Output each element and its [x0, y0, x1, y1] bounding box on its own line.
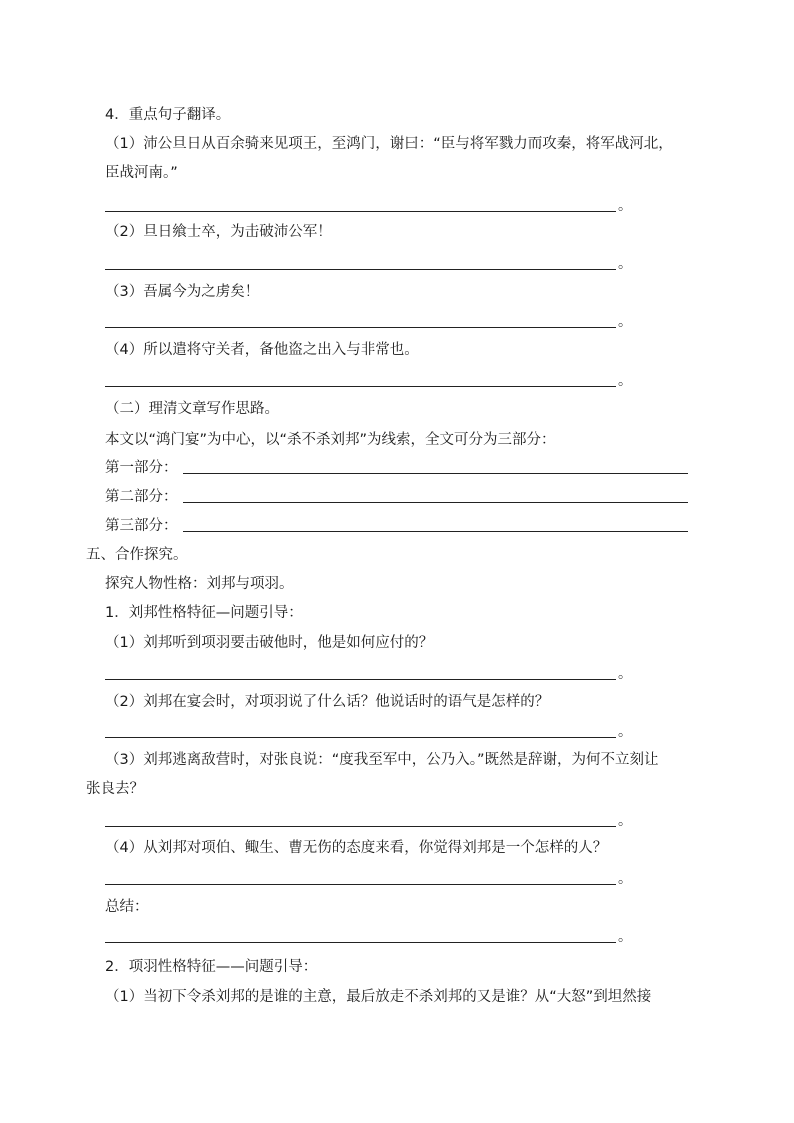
- question-3-text: （3）吾属今为之虏矣！: [105, 284, 260, 300]
- period-mark: 。: [618, 871, 632, 887]
- part-1-field[interactable]: [105, 458, 690, 478]
- answer-line-lq2[interactable]: [105, 722, 635, 742]
- part-2-field[interactable]: [105, 487, 690, 507]
- answer-line-q1[interactable]: [105, 196, 635, 216]
- period-mark: 。: [618, 724, 632, 740]
- answer-line-q2[interactable]: [105, 254, 635, 274]
- section-structure-title: （二）理清文章写作思路。: [105, 401, 279, 417]
- question-1-text-line1: （1）沛公旦日从百余骑来见项王，至鸿门，谢曰：“臣与将军戮力而攻秦，将军战河北，: [105, 136, 673, 152]
- part-2-label: 第二部分：: [105, 489, 178, 505]
- answer-line-q4[interactable]: [105, 371, 635, 391]
- answer-line-lq1[interactable]: [105, 664, 635, 684]
- liubang-question-1: （1）刘邦听到项羽要击破他时，他是如何应付的？: [105, 635, 434, 651]
- answer-line-summary[interactable]: [105, 927, 635, 947]
- part-3-field[interactable]: [105, 516, 690, 536]
- liubang-subtitle: 1．刘邦性格特征—问题引导：: [105, 605, 303, 621]
- xiangyu-subtitle: 2．项羽性格特征——问题引导：: [105, 959, 318, 975]
- section-5-title: 五、合作探究。: [86, 547, 188, 563]
- part-1-label: 第一部分：: [105, 460, 178, 476]
- liubang-question-4: （4）从刘邦对项伯、鲰生、曹无伤的态度来看，你觉得刘邦是一个怎样的人？: [105, 840, 608, 856]
- liubang-question-2: （2）刘邦在宴会时，对项羽说了什么话？他说话时的语气是怎样的？: [105, 694, 550, 710]
- xiangyu-question-1: （1）当初下令杀刘邦的是谁的主意，最后放走不杀刘邦的又是谁？从“大怒”到坦然接: [105, 989, 652, 1005]
- answer-line-lq4[interactable]: [105, 869, 635, 889]
- structure-intro: 本文以“鸿门宴”为中心，以“杀不杀刘邦”为线索，全文可分为三部分：: [105, 432, 556, 448]
- liubang-question-3-line1: （3）刘邦逃离敌营时，对张良说：“度我至军中，公乃入。”既然是辞谢，为何不立刻让: [105, 752, 659, 768]
- period-mark: 。: [618, 813, 632, 829]
- section-4-title: 4．重点句子翻译。: [105, 107, 231, 123]
- question-1-text-line2: 臣战河南。”: [105, 165, 178, 181]
- period-mark: 。: [618, 929, 632, 945]
- answer-line-lq3[interactable]: [105, 811, 635, 831]
- liubang-question-3-line2: 张良去？: [86, 781, 144, 797]
- section-5-intro: 探究人物性格：刘邦与项羽。: [105, 576, 294, 592]
- period-mark: 。: [618, 666, 632, 682]
- part-3-label: 第三部分：: [105, 518, 178, 534]
- period-mark: 。: [618, 198, 632, 214]
- period-mark: 。: [618, 373, 632, 389]
- period-mark: 。: [618, 314, 632, 330]
- period-mark: 。: [618, 256, 632, 272]
- answer-line-q3[interactable]: [105, 312, 635, 332]
- question-4-text: （4）所以遣将守关者，备他盗之出入与非常也。: [105, 342, 419, 358]
- question-2-text: （2）旦日飨士卒，为击破沛公军！: [105, 224, 332, 240]
- summary-label: 总结：: [105, 899, 149, 915]
